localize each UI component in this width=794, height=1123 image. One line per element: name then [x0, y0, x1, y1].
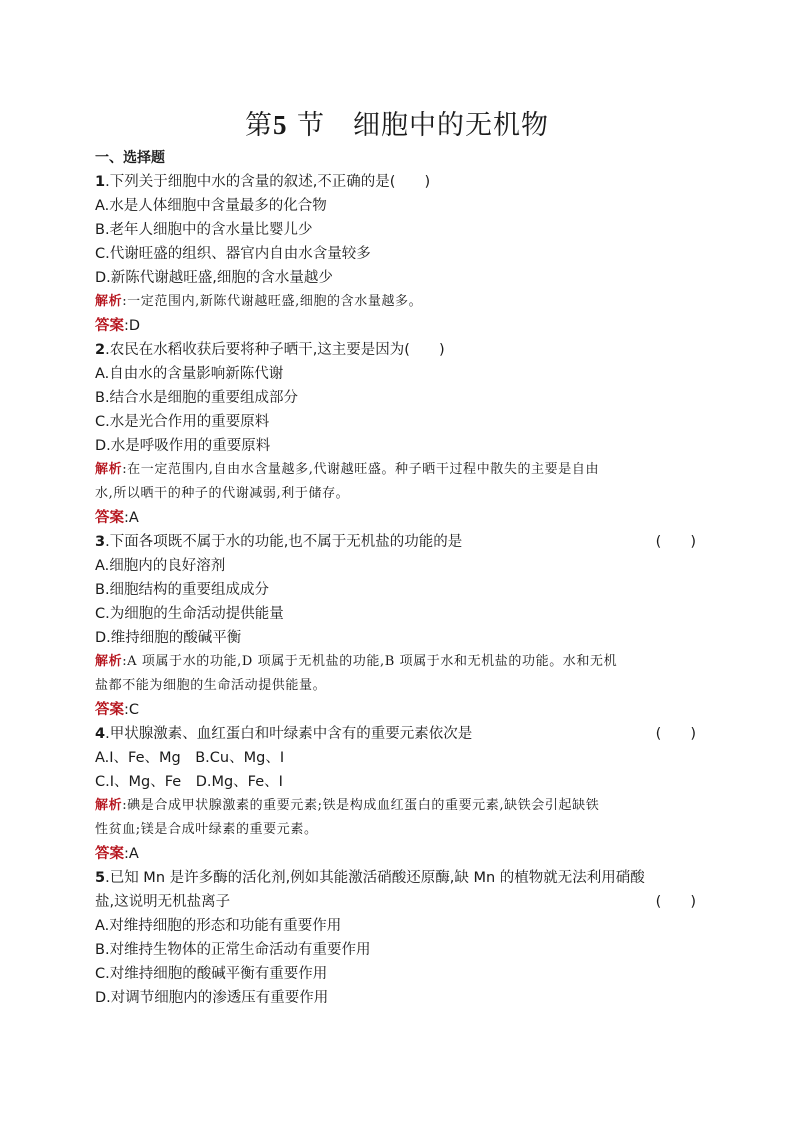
q2-answer-text: :A [124, 510, 139, 526]
analysis-label: 解析 [95, 462, 123, 477]
q4-analysis-text: :碘是合成甲状腺激素的重要元素;铁是构成血红蛋白的重要元素,缺铁会引起缺铁 [122, 798, 600, 813]
q5-option-c: C.对维持细胞的酸碱平衡有重要作用 [95, 966, 328, 982]
q3-analysis-cont: 盐都不能为细胞的生命活动提供能量。 [95, 678, 327, 693]
q4-stem-text: .甲状腺激素、血红蛋白和叶绿素中含有的重要元素依次是 [105, 726, 473, 742]
q2-analysis [95, 460, 700, 480]
section-heading: 一、选择题 [95, 150, 165, 166]
analysis-label: 解析 [95, 798, 123, 813]
q2-option-d: D.水是呼吸作用的重要原料 [95, 438, 271, 454]
q3-answer [95, 700, 700, 720]
q5-option-b: B.对维持生物体的正常生命活动有重要作用 [95, 942, 371, 958]
q4-stem [95, 724, 700, 744]
q1-stem [95, 172, 700, 192]
q3-option-d: D.维持细胞的酸碱平衡 [95, 630, 242, 646]
q2-analysis-text: :在一定范围内,自由水含量越多,代谢越旺盛。种子晒干过程中散失的主要是自由 [122, 462, 600, 477]
answer-label: 答案 [95, 318, 124, 334]
q3-analysis-text: :A 项属于水的功能,D 项属于无机盐的功能,B 项属于水和无机盐的功能。水和无机 [122, 654, 618, 669]
q4-options-cd: C.I、Mg、Fe D.Mg、Fe、I [95, 774, 283, 790]
q5-option-a: A.对维持细胞的形态和功能有重要作用 [95, 918, 342, 934]
q5-stem-text: .已知 Mn 是许多酶的活化剂,例如其能激活硝酸还原酶,缺 Mn 的植物就无法利用硝酸 [105, 870, 645, 886]
q3-stem-text: .下面各项既不属于水的功能,也不属于无机盐的功能的是 [105, 534, 463, 550]
q3-stem [95, 532, 700, 552]
q3-option-c: C.为细胞的生命活动提供能量 [95, 606, 284, 622]
q1-stem-text: .下列关于细胞中水的含量的叙述,不正确的是( ) [105, 174, 431, 190]
q3-option-a: A.细胞内的良好溶剂 [95, 558, 226, 574]
q2-answer [95, 508, 700, 528]
q4-options-ab: A.I、Fe、Mg B.Cu、Mg、I [95, 750, 285, 766]
q3-number: 3 [95, 534, 106, 550]
page-title [0, 103, 794, 142]
analysis-label: 解析 [95, 294, 123, 309]
q1-option-a: A.水是人体细胞中含量最多的化合物 [95, 198, 327, 214]
q2-stem [95, 340, 700, 360]
q2-option-c: C.水是光合作用的重要原料 [95, 414, 270, 430]
title-number: 5 [272, 110, 288, 140]
q1-option-b: B.老年人细胞中的含水量比婴儿少 [95, 222, 313, 238]
q1-analysis [95, 292, 700, 312]
answer-label: 答案 [95, 702, 124, 718]
q4-number: 4 [95, 726, 106, 742]
q5-answer-paren: ( ) [655, 894, 696, 910]
q5-option-d: D.对调节细胞内的渗透压有重要作用 [95, 990, 329, 1006]
q2-analysis-cont: 水,所以晒干的种子的代谢减弱,利于储存。 [95, 486, 350, 501]
q5-number: 5 [95, 870, 106, 886]
q2-number: 2 [95, 342, 106, 358]
q1-answer [95, 316, 700, 336]
q1-analysis-text: :一定范围内,新陈代谢越旺盛,细胞的含水量越多。 [122, 294, 423, 309]
q2-stem-text: .农民在水稻收获后要将种子晒干,这主要是因为( ) [105, 342, 445, 358]
title-text: 节 细胞中的无机物 [297, 110, 550, 141]
title-prefix: 第 [244, 110, 273, 141]
q1-option-c: C.代谢旺盛的组织、器官内自由水含量较多 [95, 246, 371, 262]
q2-option-b: B.结合水是细胞的重要组成部分 [95, 390, 299, 406]
q5-stem [95, 868, 700, 888]
q5-stem-cont: 盐,这说明无机盐离子 [95, 894, 231, 910]
q3-answer-text: :C [124, 702, 140, 718]
q4-analysis-cont: 性贫血;镁是合成叶绿素的重要元素。 [95, 822, 318, 837]
analysis-label: 解析 [95, 654, 123, 669]
q4-answer [95, 844, 700, 864]
q4-answer-text: :A [124, 846, 139, 862]
q3-answer-paren: ( ) [655, 534, 696, 550]
q1-option-d: D.新陈代谢越旺盛,细胞的含水量越少 [95, 270, 333, 286]
q4-answer-paren: ( ) [655, 726, 696, 742]
q3-analysis [95, 652, 700, 672]
q2-option-a: A.自由水的含量影响新陈代谢 [95, 366, 284, 382]
answer-label: 答案 [95, 846, 124, 862]
q3-option-b: B.细胞结构的重要组成成分 [95, 582, 270, 598]
q4-analysis [95, 796, 700, 816]
q1-answer-text: :D [124, 318, 141, 334]
answer-label: 答案 [95, 510, 124, 526]
q1-number: 1 [95, 174, 106, 190]
